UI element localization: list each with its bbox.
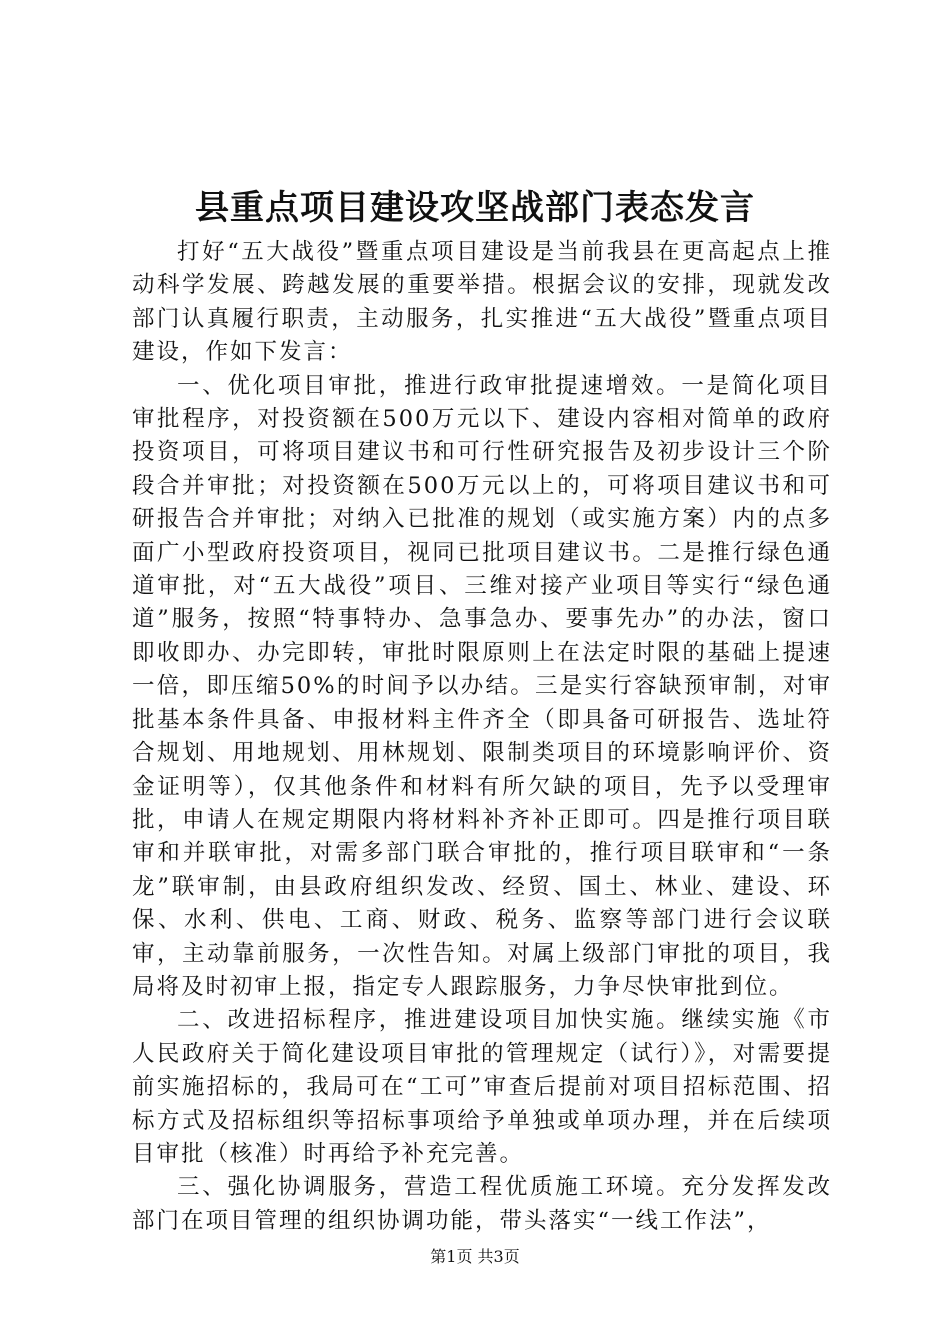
paragraph-intro: 打好“五大战役”暨重点项目建设是当前我县在更高起点上推动科学发展、跨越发展的重要举措。根据会议的安排，现就发改部门认真履行职责，主动服务，扎实推进“五大战役”暨重点项目建设，作如下发言： bbox=[132, 239, 832, 366]
paragraph-section-3: 三、强化协调服务，营造工程优质施工环境。充分发挥发改部门在项目管理的组织协调功能，带头落实“一线工作法”， bbox=[132, 1174, 832, 1234]
document-body bbox=[132, 236, 832, 1238]
paragraph-section-2: 二、改进招标程序，推进建设项目加快实施。继续实施《市人民政府关于简化建设项目审批的管理规定（试行）》，对需要提前实施招标的，我局可在“工可”审查后提前对项目招标范围、招标方式及招标组织等招标事项给予单独或单项办理，并在后续项目审批（核准）时再给予补充完善。 bbox=[132, 1007, 832, 1167]
document-title: 县重点项目建设攻坚战部门表态发言 bbox=[195, 188, 755, 228]
paragraph-section-1: 一、优化项目审批，推进行政审批提速增效。一是简化项目审批程序，对投资额在500万元以下、建设内容相对简单的政府投资项目，可将项目建议书和可行性研究报告及初步设计三个阶段合并审批；对投资额在500万元以上的，可将项目建议书和可研报告合并审批；对纳入已批准的规划（或实施方案）内的点多面广小型政府投资项目，视同已批项目建议书。二是推行绿色通道审批，对“五大战役”项目、三维对接产业项目等实行“绿色通道”服务，按照“特事特办、急事急办、要事先办”的办法，窗口即收即办、办完即转，审批时限原则上在法定时限的基础上提速一倍，即压缩50%的时间予以办结。三是实行容缺预审制，对审批基本条件具备、申报材料主件齐全（即具备可研报告、选址符合规划、用地规划、用林规划、限制类项目的环境影响评价、资金证明等），仅其他条件和材料有所欠缺的项目，先予以受理审批，申请人在规定期限内将材料补齐补正即可。四是推行项目联审和并联审批，对需多部门联合审批的，推行项目联审和“一条龙”联审制，由县政府组织发改、经贸、国土、林业、建设、环保、水利、供电、工商、财政、税务、监察等部门进行会议联审，主动靠前服务，一次性告知。对属上级部门审批的项目，我局将及时初审上报，指定专人跟踪服务，力争尽快审批到位。 bbox=[132, 372, 832, 1000]
page-number-footer: 第1页 共3页 bbox=[430, 1247, 520, 1266]
